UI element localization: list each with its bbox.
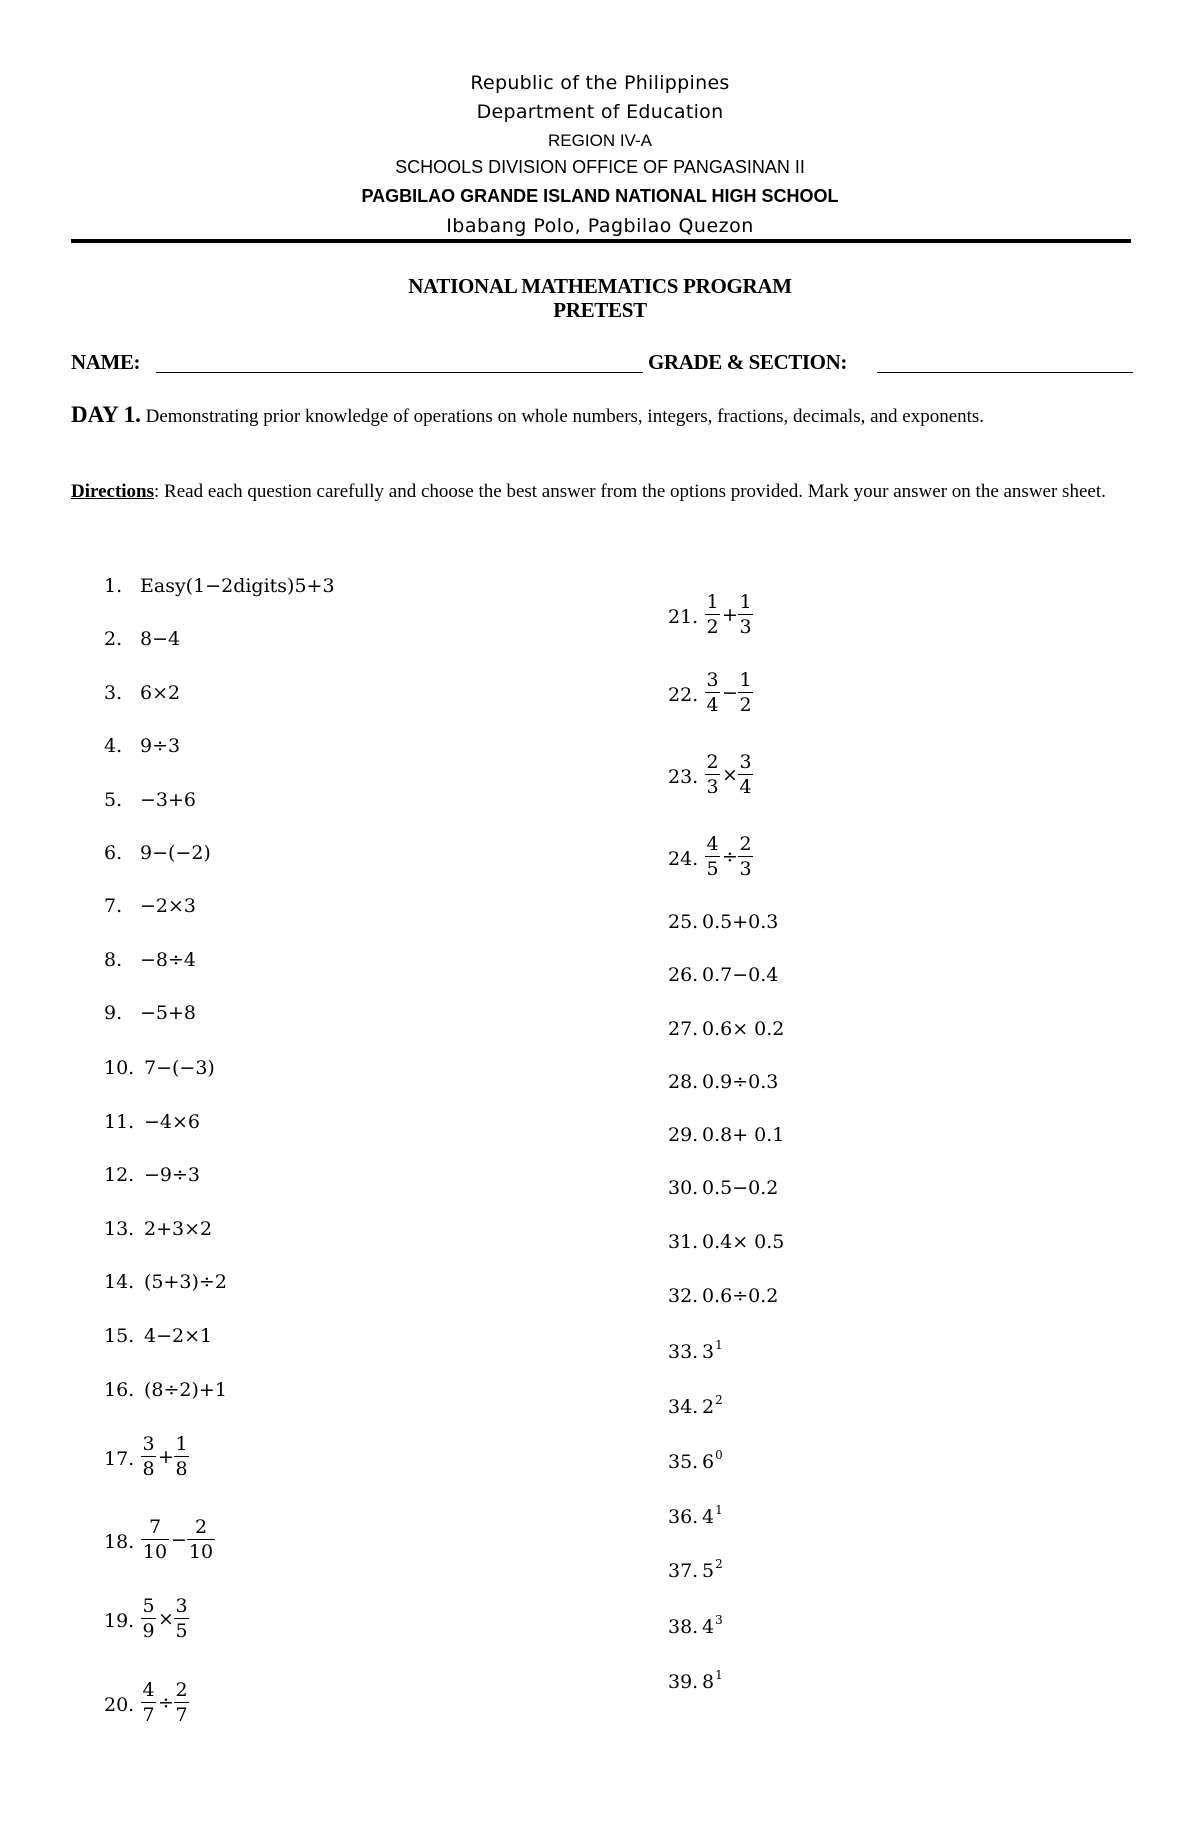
question-item — [668, 1556, 723, 1586]
fraction — [737, 668, 754, 717]
fraction-question — [668, 750, 838, 806]
numerator: 4 — [706, 833, 719, 855]
operator: + — [722, 604, 738, 626]
question-number: 22. — [668, 684, 699, 706]
question-number: 10. — [104, 1057, 135, 1079]
question-item — [104, 785, 196, 815]
question-expression: −5+8 — [140, 1002, 197, 1024]
question-number: 16. — [104, 1379, 135, 1401]
student-info-row — [71, 350, 1133, 378]
question-expression: (8÷2)+1 — [144, 1379, 227, 1401]
question-item — [104, 998, 196, 1028]
question-number: 19. — [104, 1610, 135, 1632]
exponent-base: 3 — [702, 1341, 715, 1363]
question-expression: 0.6× 0.2 — [702, 1018, 785, 1040]
denominator: 7 — [142, 1704, 155, 1726]
exponent-power: 1 — [715, 1668, 723, 1682]
exponent-base: 8 — [702, 1671, 715, 1693]
question-expression: 0.9÷0.3 — [702, 1071, 779, 1093]
exponent-base: 4 — [702, 1616, 715, 1638]
day-label: DAY 1. — [71, 402, 141, 427]
question-expression: −8÷4 — [140, 949, 197, 971]
question-expression — [702, 1556, 723, 1588]
question-number: 6. — [104, 842, 123, 864]
question-number: 11. — [104, 1111, 135, 1133]
question-item — [668, 1173, 778, 1203]
operator: ÷ — [158, 1692, 174, 1714]
denominator: 8 — [142, 1458, 155, 1480]
program-title: NATIONAL MATHEMATICS PROGRAM — [408, 274, 792, 298]
question-expression: 7−(−3) — [144, 1057, 215, 1079]
denominator: 7 — [175, 1704, 188, 1726]
question-number: 36. — [668, 1506, 699, 1528]
question-item — [104, 1321, 212, 1351]
header-address: Ibabang Polo, Pagbilao Quezon — [446, 215, 754, 237]
header-divider — [71, 239, 1131, 243]
fraction-question — [668, 832, 838, 888]
question-item — [104, 571, 335, 601]
question-expression — [702, 1337, 723, 1369]
question-item — [668, 960, 778, 990]
exponent-base: 5 — [702, 1560, 715, 1582]
question-number: 8. — [104, 949, 123, 971]
fraction-question — [104, 1678, 274, 1734]
numerator: 2 — [194, 1516, 208, 1538]
question-expression: −3+6 — [140, 789, 197, 811]
question-item — [104, 624, 180, 654]
question-expression: Easy(1−2digits)5+3 — [140, 575, 335, 597]
numerator: 1 — [739, 669, 752, 691]
question-expression: 8−4 — [140, 628, 181, 650]
question-item — [668, 1014, 784, 1044]
question-number: 28. — [668, 1071, 699, 1093]
header-republic: Republic of the Philippines — [470, 72, 730, 94]
fraction — [173, 1678, 190, 1727]
numerator: 3 — [142, 1433, 155, 1455]
question-item — [104, 838, 211, 868]
fraction — [704, 668, 721, 717]
question-expression: 0.5+0.3 — [702, 911, 779, 933]
denominator: 10 — [188, 1541, 214, 1563]
denominator: 8 — [175, 1458, 188, 1480]
fraction — [140, 1594, 157, 1643]
question-expression — [702, 1667, 723, 1699]
name-label: NAME: — [71, 350, 141, 374]
question-item — [668, 1392, 723, 1422]
denominator: 4 — [739, 776, 752, 798]
exponent-base: 2 — [702, 1396, 715, 1418]
day-text: Demonstrating prior knowledge of operations on whole numbers, integers, fractions, decimals, and exponents. — [145, 406, 985, 427]
denominator: 9 — [142, 1620, 155, 1642]
denominator: 4 — [706, 694, 719, 716]
fraction-question — [668, 668, 838, 724]
numerator: 7 — [148, 1516, 162, 1538]
numerator: 3 — [175, 1595, 188, 1617]
question-item — [668, 1612, 723, 1642]
question-item — [104, 1267, 227, 1297]
operator: × — [722, 764, 738, 786]
numerator: 1 — [706, 591, 719, 613]
question-number: 23. — [668, 766, 699, 788]
denominator: 3 — [739, 858, 752, 880]
question-item — [668, 1067, 778, 1097]
question-item — [104, 731, 180, 761]
grade-section-field[interactable] — [877, 372, 1133, 373]
question-expression: 0.7−0.4 — [702, 964, 779, 986]
question-number: 37. — [668, 1560, 699, 1582]
exponent-power: 2 — [715, 1557, 723, 1571]
question-item — [668, 907, 778, 937]
pretest-title: PRETEST — [553, 298, 647, 322]
question-number: 17. — [104, 1448, 135, 1470]
header-school: PAGBILAO GRANDE ISLAND NATIONAL HIGH SCHOOL — [361, 186, 839, 206]
name-field[interactable] — [156, 372, 643, 373]
fraction — [704, 832, 721, 881]
denominator: 3 — [706, 776, 719, 798]
question-number: 35. — [668, 1451, 699, 1473]
question-number: 29. — [668, 1124, 699, 1146]
question-expression — [702, 1392, 723, 1424]
question-item — [668, 1120, 784, 1150]
question-item — [104, 891, 196, 921]
question-item — [104, 678, 180, 708]
numerator: 4 — [142, 1679, 155, 1701]
question-expression: 9−(−2) — [140, 842, 211, 864]
question-number: 30. — [668, 1177, 699, 1199]
header-department: Department of Education — [476, 101, 724, 123]
question-number: 39. — [668, 1671, 699, 1693]
operator: ÷ — [722, 846, 738, 868]
denominator: 10 — [142, 1541, 168, 1563]
fraction — [173, 1432, 190, 1481]
question-number: 12. — [104, 1164, 135, 1186]
question-expression: −2×3 — [140, 895, 197, 917]
question-number: 31. — [668, 1231, 699, 1253]
question-item — [668, 1447, 723, 1477]
question-expression: 4−2×1 — [144, 1325, 213, 1347]
question-expression: −9÷3 — [144, 1164, 201, 1186]
fraction — [173, 1594, 190, 1643]
fraction — [704, 590, 721, 639]
question-number: 26. — [668, 964, 699, 986]
operator: − — [722, 682, 738, 704]
question-item — [668, 1281, 778, 1311]
operator: × — [158, 1608, 174, 1630]
exponent-power: 0 — [715, 1448, 723, 1462]
question-expression: 9÷3 — [140, 735, 181, 757]
question-expression: 0.6÷0.2 — [702, 1285, 779, 1307]
question-expression: 0.4× 0.5 — [702, 1231, 785, 1253]
numerator: 1 — [739, 591, 752, 613]
numerator: 5 — [142, 1595, 155, 1617]
fraction-question — [104, 1594, 274, 1650]
question-expression — [702, 1612, 723, 1644]
question-number: 32. — [668, 1285, 699, 1307]
fraction-question — [104, 1432, 274, 1488]
question-number: 21. — [668, 606, 699, 628]
fraction — [140, 1678, 157, 1727]
denominator: 5 — [706, 858, 719, 880]
fraction-question — [668, 590, 838, 646]
fraction — [140, 1432, 157, 1481]
exponent-power: 3 — [715, 1613, 723, 1627]
question-item — [104, 1214, 212, 1244]
numerator: 1 — [175, 1433, 188, 1455]
exponent-power: 2 — [715, 1393, 723, 1407]
exponent-base: 4 — [702, 1506, 715, 1528]
question-number: 25. — [668, 911, 699, 933]
question-expression: 6×2 — [140, 682, 181, 704]
fraction-question — [104, 1515, 274, 1571]
question-expression: 2+3×2 — [144, 1218, 213, 1240]
question-number: 18. — [104, 1531, 135, 1553]
question-item — [668, 1667, 723, 1697]
exponent-base: 6 — [702, 1451, 715, 1473]
question-number: 5. — [104, 789, 123, 811]
denominator: 2 — [706, 616, 719, 638]
question-number: 4. — [104, 735, 123, 757]
numerator: 2 — [175, 1679, 188, 1701]
fraction — [186, 1515, 216, 1564]
question-number: 9. — [104, 1002, 123, 1024]
question-number: 20. — [104, 1694, 135, 1716]
denominator: 2 — [739, 694, 752, 716]
question-number: 27. — [668, 1018, 699, 1040]
day-objective — [71, 401, 1111, 430]
question-item — [104, 1053, 215, 1083]
question-item — [668, 1502, 723, 1532]
grade-section-label: GRADE & SECTION: — [648, 350, 847, 374]
numerator: 3 — [739, 751, 752, 773]
denominator: 3 — [739, 616, 752, 638]
question-item — [104, 945, 196, 975]
directions — [71, 478, 1111, 505]
operator: + — [158, 1446, 174, 1468]
question-item — [104, 1107, 200, 1137]
exponent-power: 1 — [715, 1338, 723, 1352]
numerator: 2 — [706, 751, 719, 773]
question-item — [104, 1375, 227, 1405]
question-item — [668, 1227, 784, 1257]
question-number: 38. — [668, 1616, 699, 1638]
denominator: 5 — [175, 1620, 188, 1642]
directions-label: Directions — [71, 481, 155, 502]
fraction — [737, 590, 754, 639]
question-number: 33. — [668, 1341, 699, 1363]
question-expression: (5+3)÷2 — [144, 1271, 227, 1293]
question-item — [104, 1160, 200, 1190]
question-expression: 0.5−0.2 — [702, 1177, 779, 1199]
question-expression: 0.8+ 0.1 — [702, 1124, 785, 1146]
header-region: REGION IV-A — [548, 131, 652, 150]
question-number: 7. — [104, 895, 123, 917]
header-division: SCHOOLS DIVISION OFFICE OF PANGASINAN II — [395, 157, 805, 177]
question-expression — [702, 1447, 723, 1479]
question-number: 34. — [668, 1396, 699, 1418]
question-number: 14. — [104, 1271, 135, 1293]
operator: − — [171, 1529, 187, 1551]
directions-text: : Read each question carefully and choose the best answer from the options provided. Mark your answer on the answer sheet. — [154, 481, 1106, 502]
numerator: 3 — [706, 669, 719, 691]
fraction — [704, 750, 721, 799]
fraction — [737, 750, 754, 799]
question-item — [668, 1337, 723, 1367]
question-number: 3. — [104, 682, 123, 704]
question-number: 1. — [104, 575, 123, 597]
question-number: 13. — [104, 1218, 135, 1240]
question-expression — [702, 1502, 723, 1534]
question-expression: −4×6 — [144, 1111, 201, 1133]
fraction — [140, 1515, 170, 1564]
numerator: 2 — [739, 833, 752, 855]
question-number: 2. — [104, 628, 123, 650]
exponent-power: 1 — [715, 1503, 723, 1517]
fraction — [737, 832, 754, 881]
question-number: 24. — [668, 848, 699, 870]
question-number: 15. — [104, 1325, 135, 1347]
